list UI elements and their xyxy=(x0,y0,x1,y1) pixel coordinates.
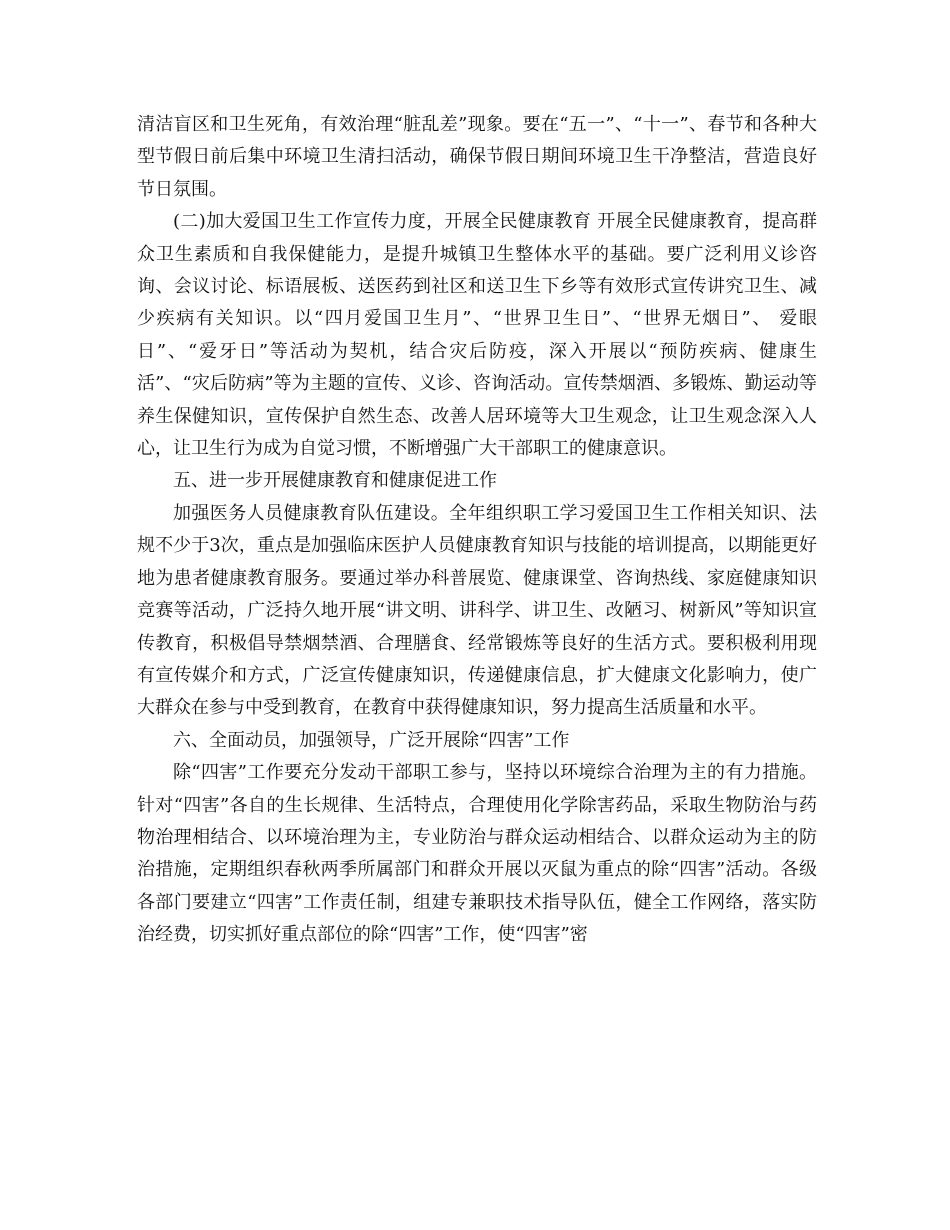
paragraph-health-education-team: 加强医务人员健康教育队伍建设。全年组织职工学习爱国卫生工作相关知识、法规不少于3次，重点是加强临床医护人员健康教育知识与技能的培训提高，以期能更好地为患者健康教育服务。要通过举办科普展览、健康课堂、咨询热线、家庭健康知识竞赛等活动，广泛持久地开展“讲文明、讲科学、讲卫生、改陋习、树新风”等知识宣传教育，积极倡导禁烟禁酒、合理膳食、经常锻炼等良好的生活方式。要积极利用现有宣传媒介和方式，广泛宣传健康知识，传递健康信息，扩大健康文化影响力，使广大群众在参与中受到教育，在教育中获得健康知识，努力提高生活质量和水平。 xyxy=(137,502,817,719)
paragraph-four-pests: 除“四害”工作要充分发动干部职工参与，坚持以环境综合治理为主的有力措施。针对“四害”各自的生长规律、生活特点，合理使用化学除害药品，采取生物防治与药物治理相结合、以环境治理为主，专业防治与群众运动相结合、以群众运动为主的防治措施，定期组织春秋两季所属部门和群众开展以灭鼠为重点的除“四害”活动。各级各部门要建立“四害”工作责任制，组建专兼职技术指导队伍，健全工作网络，落实防治经费，切实抓好重点部位的除“四害”工作，使“四害”密 xyxy=(137,762,817,946)
section-heading-five: 五、进一步开展健康教育和健康促进工作 xyxy=(173,470,497,492)
document-body xyxy=(137,109,817,952)
section-heading-six: 六、全面动员，加强领导，广泛开展除“四害”工作 xyxy=(173,729,570,751)
paragraph-continuation: 清洁盲区和卫生死角，有效治理“脏乱差”现象。要在“五一”、“十一”、春节和各种大型节假日前后集中环境卫生清扫活动，确保节假日期间环境卫生干净整洁，营造良好节日氛围。 xyxy=(137,114,817,200)
paragraph-health-education-publicity: (二)加大爱国卫生工作宣传力度，开展全民健康教育 开展全民健康教育，提高群众卫生素质和自我保健能力，是提升城镇卫生整体水平的基础。要广泛利用义诊咨询、会议讨论、标语展板、送医药到社区和送卫生下乡等有效形式宣传讲究卫生、减少疾病有关知识。以“四月爱国卫生月”、“世界卫生日”、“世界无烟日”、 爱眼日”、“爱牙日”等活动为契机，结合灾后防疫，深入开展以“预防疾病、健康生活”、“灾后防病”等为主题的宣传、义诊、咨询活动。宣传禁烟酒、多锻炼、勤运动等养生保健知识，宣传保护自然生态、改善人居环境等大卫生观念，让卫生观念深入人心，让卫生行为成为自觉习惯，不断增强广大干部职工的健康意识。 xyxy=(137,211,817,460)
